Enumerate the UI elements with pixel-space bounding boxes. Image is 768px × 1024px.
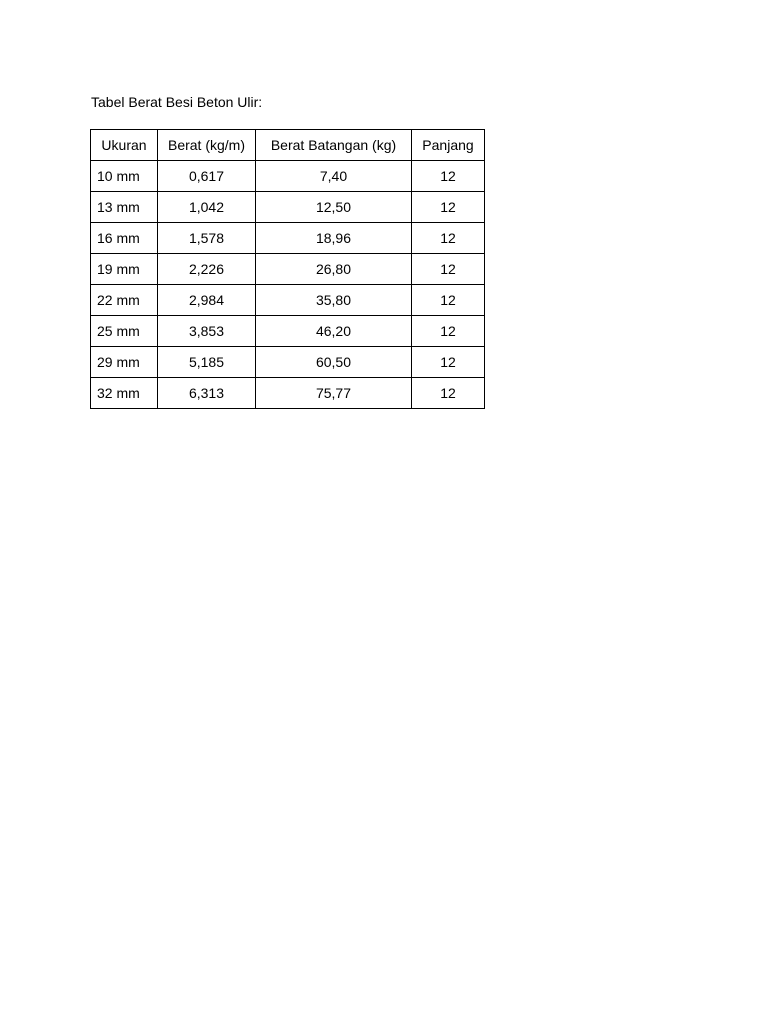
cell-berat-batangan: 60,50 bbox=[256, 347, 412, 378]
cell-berat: 3,853 bbox=[158, 316, 256, 347]
cell-berat-batangan: 46,20 bbox=[256, 316, 412, 347]
page-title: Tabel Berat Besi Beton Ulir: bbox=[91, 94, 263, 110]
cell-panjang: 12 bbox=[412, 161, 485, 192]
cell-berat-batangan: 12,50 bbox=[256, 192, 412, 223]
cell-ukuran: 13 mm bbox=[91, 192, 158, 223]
cell-berat-batangan: 75,77 bbox=[256, 378, 412, 409]
cell-berat: 6,313 bbox=[158, 378, 256, 409]
cell-ukuran: 22 mm bbox=[91, 285, 158, 316]
table-row bbox=[91, 347, 485, 378]
cell-ukuran: 25 mm bbox=[91, 316, 158, 347]
cell-berat-batangan: 7,40 bbox=[256, 161, 412, 192]
cell-berat: 1,042 bbox=[158, 192, 256, 223]
cell-berat-batangan: 18,96 bbox=[256, 223, 412, 254]
table-header bbox=[91, 130, 485, 161]
header-panjang: Panjang bbox=[412, 130, 485, 161]
cell-panjang: 12 bbox=[412, 285, 485, 316]
cell-berat: 2,984 bbox=[158, 285, 256, 316]
cell-berat-batangan: 26,80 bbox=[256, 254, 412, 285]
cell-panjang: 12 bbox=[412, 192, 485, 223]
header-berat-batangan: Berat Batangan (kg) bbox=[256, 130, 412, 161]
table-row bbox=[91, 285, 485, 316]
table-row bbox=[91, 161, 485, 192]
cell-panjang: 12 bbox=[412, 254, 485, 285]
table-row bbox=[91, 316, 485, 347]
table-body bbox=[91, 161, 485, 409]
table-row bbox=[91, 254, 485, 285]
table-row bbox=[91, 378, 485, 409]
header-berat: Berat (kg/m) bbox=[158, 130, 256, 161]
cell-panjang: 12 bbox=[412, 378, 485, 409]
cell-berat: 2,226 bbox=[158, 254, 256, 285]
cell-berat: 5,185 bbox=[158, 347, 256, 378]
cell-panjang: 12 bbox=[412, 347, 485, 378]
weight-table bbox=[90, 129, 485, 409]
cell-panjang: 12 bbox=[412, 316, 485, 347]
table-row bbox=[91, 223, 485, 254]
cell-berat: 0,617 bbox=[158, 161, 256, 192]
cell-ukuran: 16 mm bbox=[91, 223, 158, 254]
table-header-row bbox=[91, 130, 485, 161]
cell-ukuran: 10 mm bbox=[91, 161, 158, 192]
cell-berat: 1,578 bbox=[158, 223, 256, 254]
header-ukuran: Ukuran bbox=[91, 130, 158, 161]
cell-ukuran: 32 mm bbox=[91, 378, 158, 409]
cell-berat-batangan: 35,80 bbox=[256, 285, 412, 316]
cell-panjang: 12 bbox=[412, 223, 485, 254]
table-row bbox=[91, 192, 485, 223]
cell-ukuran: 29 mm bbox=[91, 347, 158, 378]
cell-ukuran: 19 mm bbox=[91, 254, 158, 285]
